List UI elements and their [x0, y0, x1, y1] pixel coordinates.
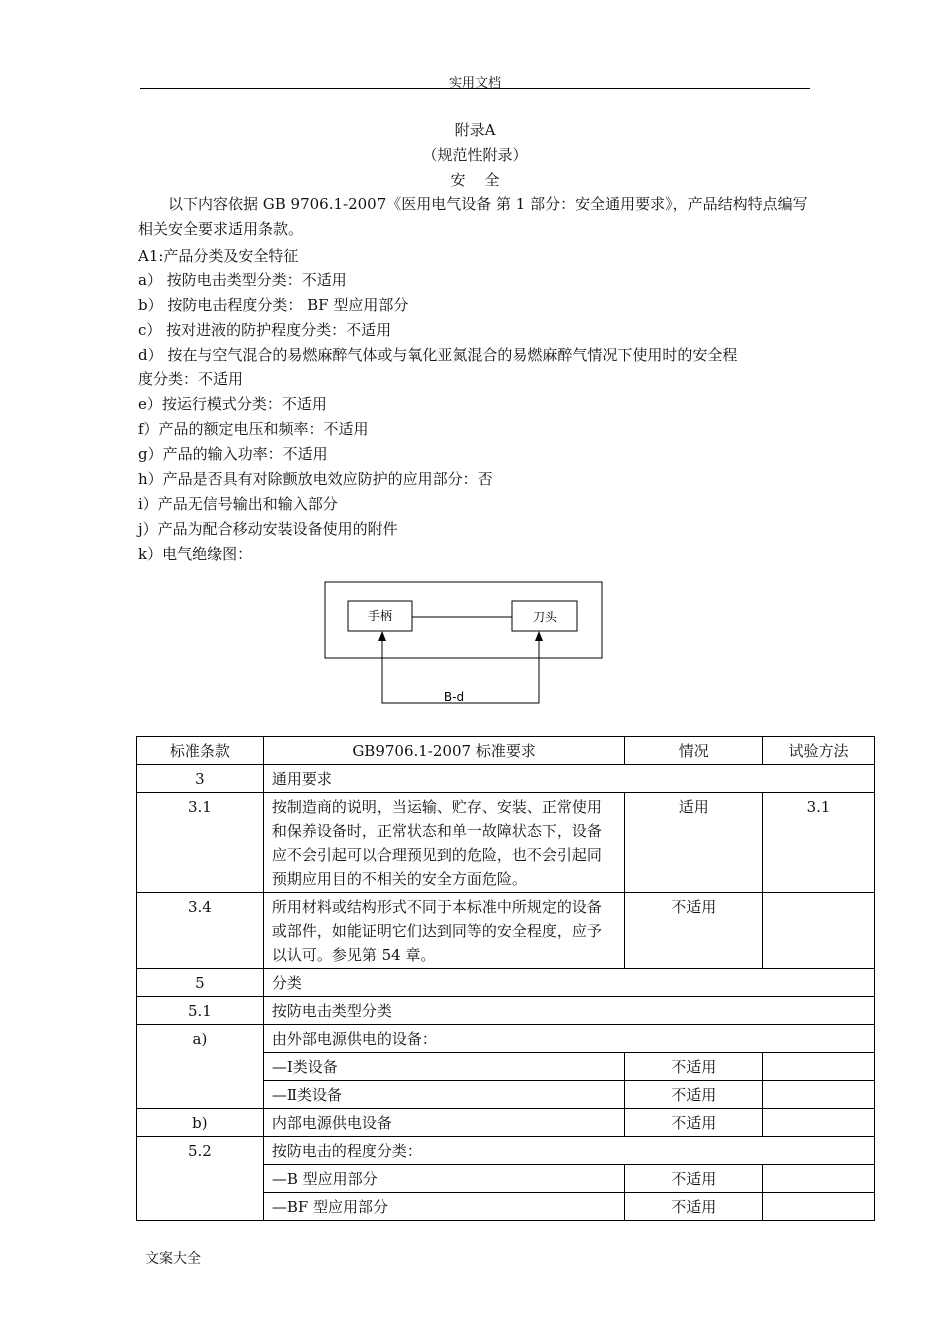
status-cell: 不适用 [625, 893, 763, 969]
page-footer: 文案大全 [145, 1251, 201, 1267]
requirement-cell: —B 型应用部分 [263, 1165, 624, 1193]
table-row [137, 893, 875, 969]
table-row [137, 969, 875, 997]
page-header: 实用文档 [448, 76, 501, 91]
method-cell [763, 1053, 875, 1081]
method-cell [763, 1193, 875, 1221]
clause-cell: 5.1 [137, 997, 264, 1025]
requirement-cell: 所用材料或结构形式不同于本标准中所规定的设备或部件，如能证明它们达到同等的安全程度，应予以认可。参见第 54 章。 [263, 893, 624, 969]
clause-cell: b) [137, 1109, 264, 1137]
clause-cell: 3.1 [137, 793, 264, 893]
intro-paragraph: 以下内容依据 GB 9706.1-2007《医用电气设备 第 1 部分：安全通用要求》，产品结构特点编写相关安全要求适用条款。 [138, 195, 808, 238]
method-cell [763, 893, 875, 969]
requirement-cell: 按制造商的说明，当运输、贮存、安装、正常使用和保养设备时，正常状态和单一故障状态下，设备应不会引起可以合理预见到的危险，也不会引起同预期应用目的不相关的安全方面危险。 [263, 793, 624, 893]
table-row [137, 765, 875, 793]
requirement-cell: 通用要求 [263, 765, 874, 793]
table-row [137, 1109, 875, 1137]
table-header-row [137, 737, 875, 765]
header-status: 情况 [625, 737, 763, 765]
item-a: a） 按防电击类型分类：不适用 [138, 271, 347, 289]
diagram-handle-label: 手柄 [367, 609, 393, 623]
clause-cell: a) [137, 1025, 264, 1109]
item-h: h）产品是否具有对除颤放电效应防护的应用部分：否 [138, 470, 493, 488]
status-cell: 不适用 [625, 1109, 763, 1137]
insulation-diagram [322, 580, 606, 710]
item-e: e）按运行模式分类：不适用 [138, 395, 327, 413]
status-cell: 不适用 [625, 1165, 763, 1193]
section-title: 安 全 [450, 171, 500, 189]
diagram-blade-label: 刀头 [532, 610, 558, 624]
method-cell: 3.1 [763, 793, 875, 893]
table-row [137, 997, 875, 1025]
clause-cell: 3 [137, 765, 264, 793]
clause-cell: 5.2 [137, 1137, 264, 1221]
status-cell: 不适用 [625, 1053, 763, 1081]
diagram-left-arrowhead [378, 631, 386, 641]
method-cell [763, 1081, 875, 1109]
requirement-cell: 分类 [263, 969, 874, 997]
item-b: b） 按防电击程度分类： BF 型应用部分 [138, 296, 409, 314]
diagram-bd-label: B-d [443, 690, 465, 704]
clause-cell: 3.4 [137, 893, 264, 969]
requirement-cell: 由外部电源供电的设备： [263, 1025, 874, 1053]
status-cell: 适用 [625, 793, 763, 893]
item-d: d） 按在与空气混合的易燃麻醉气体或与氧化亚氮混合的易燃麻醉气情况下使用时的安全程 [138, 346, 738, 364]
diagram-right-arrowhead [535, 631, 543, 641]
clause-cell: 5 [137, 969, 264, 997]
standard-table [136, 736, 875, 1221]
requirement-cell: —BF 型应用部分 [263, 1193, 624, 1221]
section-a1: A1:产品分类及安全特征 [138, 247, 299, 265]
requirement-cell: —Ⅱ类设备 [263, 1081, 624, 1109]
header-requirement: GB9706.1-2007 标准要求 [263, 737, 624, 765]
method-cell [763, 1109, 875, 1137]
table-row [137, 793, 875, 893]
requirement-cell: 内部电源供电设备 [263, 1109, 624, 1137]
appendix-title: 附录A [454, 121, 496, 139]
item-g: g）产品的输入功率：不适用 [138, 445, 328, 463]
table-row [137, 1025, 875, 1053]
requirement-cell: —Ⅰ类设备 [263, 1053, 624, 1081]
item-k: k）电气绝缘图： [138, 545, 253, 563]
status-cell: 不适用 [625, 1081, 763, 1109]
diagram-outer-frame [325, 582, 602, 658]
item-j: j）产品为配合移动安装设备使用的附件 [138, 520, 398, 538]
header-method: 试验方法 [763, 737, 875, 765]
item-f: f）产品的额定电压和频率：不适用 [138, 420, 369, 438]
requirement-cell: 按防电击类型分类 [263, 997, 874, 1025]
item-c: c） 按对进液的防护程度分类：不适用 [138, 321, 392, 339]
requirement-cell: 按防电击的程度分类： [263, 1137, 874, 1165]
header-rule [140, 88, 810, 89]
table-row [137, 1137, 875, 1165]
header-clause: 标准条款 [137, 737, 264, 765]
status-cell: 不适用 [625, 1193, 763, 1221]
item-i: i）产品无信号输出和输入部分 [138, 495, 338, 513]
appendix-subtitle: （规范性附录） [422, 146, 528, 164]
item-d-continued: 度分类：不适用 [138, 370, 244, 388]
method-cell [763, 1165, 875, 1193]
